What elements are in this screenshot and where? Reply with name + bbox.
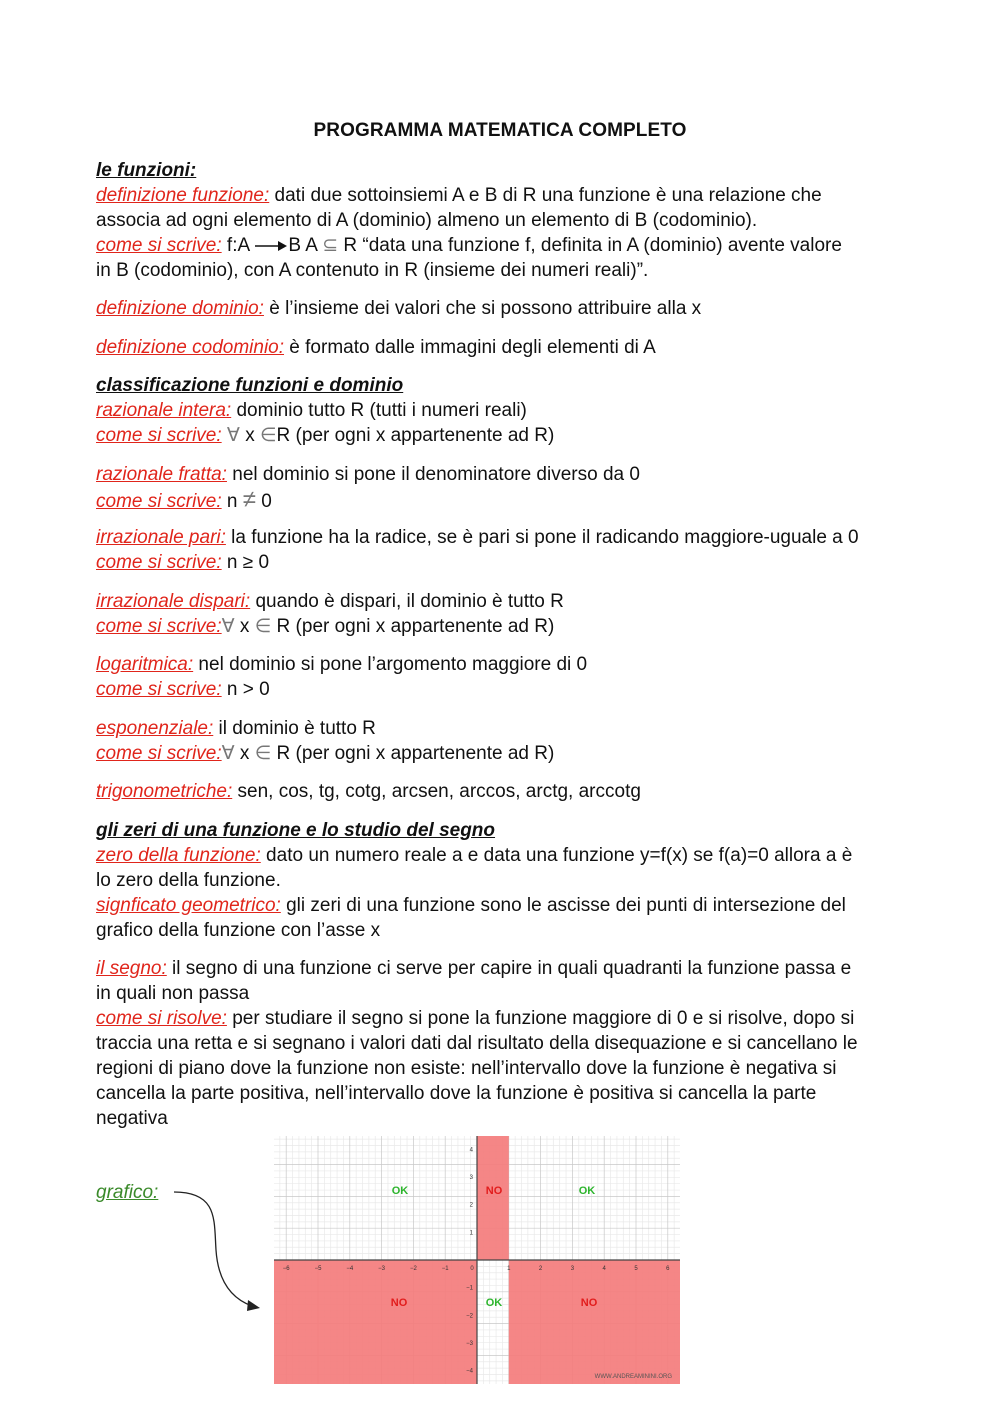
label-trigonometriche: trigonometriche:: [96, 781, 233, 802]
text: è formato dalle immagini degli elementi di A: [284, 337, 656, 358]
region-label-ok: OK: [578, 1185, 596, 1197]
paragraph-trigonometriche: [96, 779, 916, 804]
section-heading-zeri: gli zeri di una funzione e lo studio del segno: [96, 820, 496, 841]
x-tick-label: 5: [634, 1266, 638, 1272]
paragraph-razionale-intera: [96, 398, 916, 448]
text: associa ad ogni elemento di A (dominio) almeno un elemento di B (codominio).: [96, 210, 758, 231]
label-significato-geometrico: signficato geometrico:: [96, 895, 281, 916]
label-come-si-scrive: come si scrive:: [96, 616, 222, 637]
label-zero-funzione: zero della funzione:: [96, 845, 261, 866]
text: dominio tutto R (tutti i numeri reali): [231, 400, 527, 421]
text: x: [234, 616, 255, 637]
text: gli zeri di una funzione sono le ascisse dei punti di intersezione del: [280, 895, 846, 916]
sign-study-graph: [274, 1136, 680, 1384]
paragraph-esponenziale: [96, 716, 916, 766]
text: n ≥ 0: [221, 552, 270, 573]
curved-arrow-icon: [168, 1180, 278, 1320]
text: nel dominio si pone l’argomento maggiore di 0: [193, 654, 588, 675]
paragraph-irrazionale-pari: [96, 525, 916, 575]
region-label-no: NO: [580, 1297, 598, 1309]
x-tick-label: 1: [507, 1266, 511, 1272]
watermark: WWW.ANDREAMININI.ORG: [594, 1374, 672, 1380]
label-come-si-scrive: come si scrive:: [96, 552, 222, 573]
label-come-si-scrive: come si scrive:: [96, 679, 222, 700]
text: il segno di una funzione ci serve per capire in quali quadranti la funzione passa e: [166, 958, 852, 979]
label-logaritmica: logaritmica:: [96, 654, 194, 675]
grafico-label: grafico:: [96, 1182, 159, 1203]
y-tick-label: 2: [469, 1202, 473, 1209]
text: cancella la parte positiva, nell’intervallo dove la funzione è positiva si cancella la parte: [96, 1083, 817, 1104]
text: in quali non passa: [96, 983, 250, 1004]
paragraph-logaritmica: [96, 652, 916, 702]
text: è l’insieme dei valori che si possono attribuire alla x: [263, 298, 702, 319]
subset-symbol: ⊆: [322, 235, 339, 256]
label-definizione-dominio: definizione dominio:: [96, 298, 264, 319]
label-irrazionale-pari: irrazionale pari:: [96, 527, 226, 548]
label-irrazionale-dispari: irrazionale dispari:: [96, 591, 251, 612]
text: R (per ogni x appartenente ad R): [271, 743, 555, 764]
forall-symbol: ∀: [226, 425, 240, 446]
region-label-ok: OK: [485, 1297, 503, 1309]
text: 0: [255, 491, 272, 512]
label-esponenziale: esponenziale:: [96, 718, 214, 739]
y-tick-label: −3: [466, 1340, 473, 1347]
arrow-right-icon: [254, 240, 288, 252]
x-tick-label: 6: [666, 1266, 670, 1272]
region-label-ok: OK: [391, 1185, 409, 1197]
region-label-no: NO: [485, 1185, 503, 1197]
paragraph-come-si-scrive-funzione: [96, 233, 916, 283]
y-tick-label: 4: [469, 1147, 473, 1154]
text: R (per ogni x appartenente ad R): [271, 616, 555, 637]
label-definizione-codominio: definizione codominio:: [96, 337, 285, 358]
label-come-si-scrive: come si scrive:: [96, 491, 222, 512]
text: B A: [288, 235, 323, 256]
text: n: [221, 491, 243, 512]
x-tick-label: −3: [378, 1266, 386, 1272]
text: in B (codominio), con A contenuto in R (insieme dei numeri reali)”.: [96, 260, 649, 281]
y-tick-label: 3: [469, 1175, 473, 1182]
paragraph-segno: [96, 956, 916, 1131]
text: x: [234, 743, 255, 764]
label-come-si-scrive: come si scrive:: [96, 235, 222, 256]
label-razionale-fratta: razionale fratta:: [96, 464, 227, 485]
x-tick-label: −2: [409, 1266, 417, 1272]
text: per studiare il segno si pone la funzione maggiore di 0 e si risolve, dopo si: [226, 1008, 855, 1029]
label-come-si-scrive: come si scrive:: [96, 743, 222, 764]
text: dati due sottoinsiemi A e B di R una funzione è una relazione che: [269, 185, 822, 206]
x-tick-label: −5: [314, 1266, 322, 1272]
text: traccia una retta e si segnano i valori dati dal risultato della disequazione e si cancellano le: [96, 1033, 858, 1054]
section-heading-funzioni: le funzioni:: [96, 160, 197, 181]
element-of-symbol: ∈: [254, 616, 272, 637]
forall-symbol: ∀: [221, 616, 235, 637]
x-tick-label: 0: [470, 1266, 474, 1272]
y-tick-label: −1: [466, 1285, 473, 1292]
not-equal-symbol: ≠: [242, 486, 256, 513]
element-of-symbol: ∈: [254, 743, 272, 764]
page-title: PROGRAMMA MATEMATICA COMPLETO: [313, 120, 687, 141]
paragraph-razionale-fratta: [96, 462, 916, 514]
label-come-si-risolve: come si risolve:: [96, 1008, 227, 1029]
text: negativa: [96, 1108, 168, 1129]
label-definizione-funzione: definizione funzione:: [96, 185, 270, 206]
y-tick-label: −4: [466, 1368, 473, 1375]
y-tick-label: 1: [469, 1230, 473, 1237]
text: grafico della funzione con l’asse x: [96, 920, 381, 941]
label-il-segno: il segno:: [96, 958, 167, 979]
shaded-region: [477, 1136, 509, 1260]
x-tick-label: 2: [538, 1266, 543, 1272]
text: quando è dispari, il dominio è tutto R: [250, 591, 564, 612]
text: n > 0: [221, 679, 270, 700]
text: regioni di piano dove la funzione non esiste: nell’intervallo dove la funzione è negativa si: [96, 1058, 837, 1079]
text: dato un numero reale a e data una funzione y=f(x) se f(a)=0 allora a è: [260, 845, 853, 866]
paragraph-irrazionale-dispari: [96, 589, 916, 639]
x-tick-label: −1: [441, 1266, 449, 1272]
paragraph-definizione-dominio: [96, 296, 916, 321]
label-razionale-intera: razionale intera:: [96, 400, 232, 421]
paragraph-zero-funzione: [96, 843, 916, 943]
forall-symbol: ∀: [221, 743, 235, 764]
text: R “data una funzione f, definita in A (dominio) avente valore: [338, 235, 842, 256]
text: lo zero della funzione.: [96, 870, 281, 891]
paragraph-definizione-funzione: [96, 183, 916, 233]
text: la funzione ha la radice, se è pari si pone il radicando maggiore-uguale a 0: [225, 527, 859, 548]
shaded-region: [509, 1260, 680, 1384]
region-label-no: NO: [390, 1297, 408, 1309]
x-tick-label: 3: [570, 1266, 575, 1272]
shaded-region: [274, 1260, 477, 1384]
label-come-si-scrive: come si scrive:: [96, 425, 222, 446]
text: R (per ogni x appartenente ad R): [276, 425, 555, 446]
text: f:A: [221, 235, 255, 256]
paragraph-definizione-codominio: [96, 335, 916, 360]
section-heading-classificazione: classificazione funzioni e dominio: [96, 375, 404, 396]
element-of-symbol: ∈: [259, 425, 277, 446]
text: il dominio è tutto R: [213, 718, 376, 739]
x-tick-label: −6: [282, 1266, 290, 1272]
x-tick-label: 4: [602, 1266, 606, 1272]
y-tick-label: −2: [466, 1313, 473, 1320]
text: x: [239, 425, 260, 446]
text: sen, cos, tg, cotg, arcsen, arccos, arctg, arccotg: [232, 781, 641, 802]
x-tick-label: −4: [346, 1266, 354, 1272]
text: nel dominio si pone il denominatore diverso da 0: [226, 464, 640, 485]
